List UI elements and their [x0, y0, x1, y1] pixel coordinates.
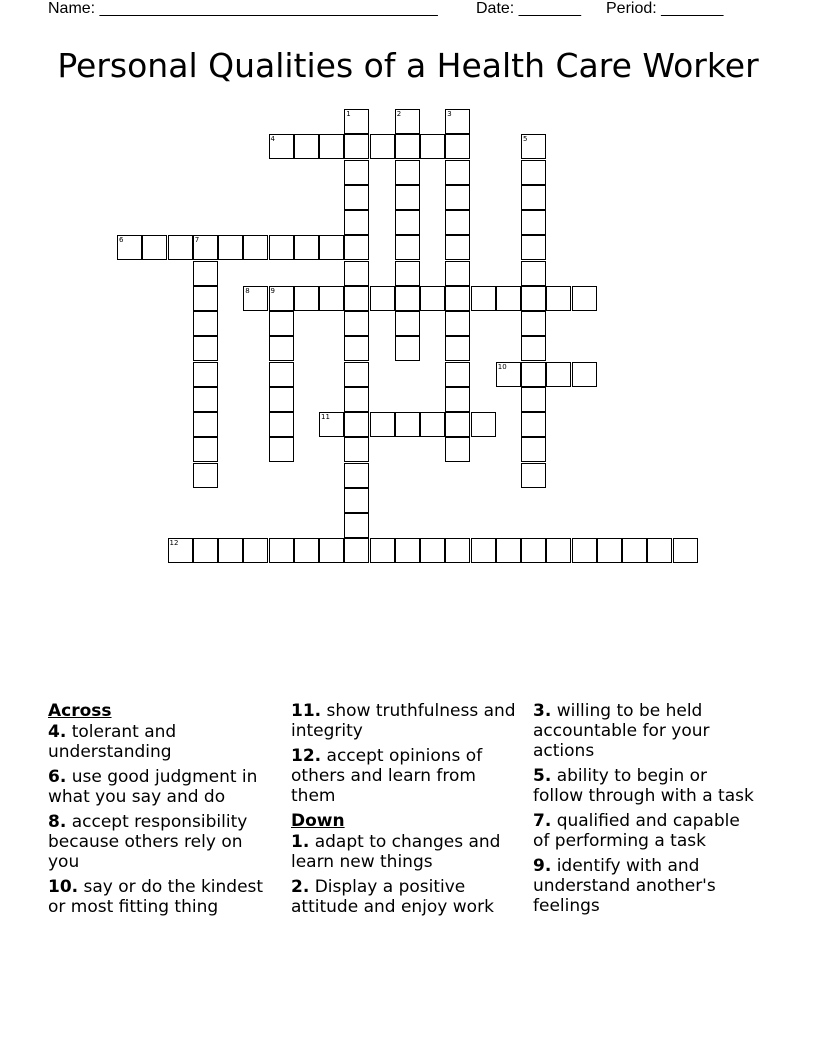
grid-cell[interactable] — [344, 387, 369, 412]
grid-cell[interactable] — [269, 538, 294, 563]
clue-text: adapt to changes and learn new things — [291, 832, 501, 872]
grid-cell[interactable] — [395, 261, 420, 286]
grid-cell[interactable] — [521, 185, 546, 210]
grid-cell[interactable] — [445, 538, 470, 563]
grid-cell[interactable] — [445, 311, 470, 336]
grid-cell[interactable] — [521, 235, 546, 260]
grid-cell[interactable] — [319, 538, 344, 563]
clue-text: Display a positive attitude and enjoy work — [291, 877, 494, 917]
grid-cell[interactable] — [445, 437, 470, 462]
grid-cell[interactable] — [344, 488, 369, 513]
clue-down-5 — [533, 766, 758, 806]
grid-cell[interactable] — [193, 463, 218, 488]
cell-number: 8 — [245, 286, 250, 295]
grid-cell[interactable] — [445, 160, 470, 185]
clue-text: qualified and capable of performing a task — [533, 811, 740, 851]
grid-cell[interactable] — [193, 538, 218, 563]
grid-cell[interactable] — [344, 160, 369, 185]
grid-cell[interactable] — [218, 538, 243, 563]
grid-cell[interactable] — [294, 538, 319, 563]
grid-cell[interactable] — [395, 235, 420, 260]
grid-cell[interactable] — [546, 286, 571, 311]
clue-text: ability to begin or follow through with a task — [533, 766, 754, 806]
grid-cell[interactable] — [546, 538, 571, 563]
grid-cell[interactable] — [344, 261, 369, 286]
grid-cell[interactable] — [193, 235, 218, 260]
clue-number: 1. — [291, 832, 310, 852]
grid-cell[interactable] — [445, 210, 470, 235]
grid-cell[interactable] — [370, 538, 395, 563]
grid-cell[interactable] — [395, 134, 420, 159]
across-heading: Across — [48, 701, 112, 721]
grid-cell[interactable] — [344, 134, 369, 159]
grid-cell[interactable] — [496, 362, 521, 387]
cell-number: 4 — [270, 135, 275, 144]
grid-cell[interactable] — [344, 109, 369, 134]
grid-cell[interactable] — [344, 336, 369, 361]
grid-cell[interactable] — [471, 286, 496, 311]
grid-cell[interactable] — [395, 160, 420, 185]
grid-cell[interactable] — [395, 286, 420, 311]
cell-number: 1 — [346, 110, 351, 118]
grid-cell[interactable] — [471, 412, 496, 437]
clue-number: 9. — [533, 856, 552, 876]
grid-cell[interactable] — [395, 185, 420, 210]
clue-column-2 — [291, 701, 516, 922]
grid-cell[interactable] — [521, 387, 546, 412]
grid-cell[interactable] — [319, 286, 344, 311]
clue-across-8 — [48, 812, 273, 872]
grid-cell[interactable] — [193, 261, 218, 286]
grid-cell[interactable] — [294, 286, 319, 311]
grid-cell[interactable] — [521, 210, 546, 235]
clue-down-1 — [291, 832, 516, 872]
grid-cell[interactable] — [243, 286, 268, 311]
grid-cell[interactable] — [344, 412, 369, 437]
clue-number: 12. — [291, 746, 322, 766]
clue-number: 3. — [533, 701, 552, 721]
grid-cell[interactable] — [622, 538, 647, 563]
cell-number: 2 — [396, 110, 402, 118]
grid-cell[interactable] — [445, 185, 470, 210]
cell-number: 6 — [119, 236, 124, 245]
grid-cell[interactable] — [294, 134, 319, 159]
clue-text: accept opinions of others and learn from them — [291, 746, 483, 806]
period-field-label[interactable]: Period: _______ — [606, 0, 724, 17]
grid-cell[interactable] — [117, 235, 142, 260]
clue-number: 7. — [533, 811, 552, 831]
grid-cell[interactable] — [319, 412, 344, 437]
clue-number: 5. — [533, 766, 552, 786]
grid-cell[interactable] — [395, 412, 420, 437]
grid-cell[interactable] — [168, 538, 193, 563]
grid-cell[interactable] — [269, 286, 294, 311]
grid-cell[interactable] — [269, 412, 294, 437]
clue-down-3 — [533, 701, 758, 761]
grid-cell[interactable] — [395, 109, 420, 134]
grid-cell[interactable] — [572, 286, 597, 311]
grid-cell[interactable] — [193, 286, 218, 311]
grid-cell[interactable] — [445, 412, 470, 437]
grid-cell[interactable] — [521, 286, 546, 311]
grid-cell[interactable] — [370, 412, 395, 437]
grid-cell[interactable] — [445, 261, 470, 286]
clue-across-12 — [291, 746, 516, 806]
grid-cell[interactable] — [319, 235, 344, 260]
grid-cell[interactable] — [572, 538, 597, 563]
grid-cell[interactable] — [395, 336, 420, 361]
grid-cell[interactable] — [193, 412, 218, 437]
grid-cell[interactable] — [445, 362, 470, 387]
cell-number: 3 — [447, 110, 452, 118]
grid-cell[interactable] — [420, 412, 445, 437]
grid-cell[interactable] — [445, 134, 470, 159]
grid-cell[interactable] — [395, 311, 420, 336]
clue-text: willing to be held accountable for your actions — [533, 701, 710, 761]
grid-cell[interactable] — [546, 362, 571, 387]
grid-cell[interactable] — [319, 134, 344, 159]
clue-down-9 — [533, 856, 758, 916]
grid-cell[interactable] — [521, 463, 546, 488]
grid-cell[interactable] — [269, 437, 294, 462]
grid-cell[interactable] — [243, 538, 268, 563]
grid-cell[interactable] — [269, 336, 294, 361]
clue-number: 11. — [291, 701, 322, 721]
grid-cell[interactable] — [521, 437, 546, 462]
grid-cell[interactable] — [344, 362, 369, 387]
grid-cell[interactable] — [420, 286, 445, 311]
grid-cell[interactable] — [294, 235, 319, 260]
grid-cell[interactable] — [647, 538, 672, 563]
grid-cell[interactable] — [269, 235, 294, 260]
clue-number: 4. — [48, 722, 67, 742]
cell-number: 10 — [497, 362, 507, 371]
grid-cell[interactable] — [344, 513, 369, 538]
grid-cell[interactable] — [168, 235, 193, 260]
grid-cell[interactable] — [521, 538, 546, 563]
grid-cell[interactable] — [445, 286, 470, 311]
grid-cell[interactable] — [445, 109, 470, 134]
cell-number: 12 — [169, 539, 179, 548]
grid-cell[interactable] — [445, 387, 470, 412]
grid-cell[interactable] — [193, 311, 218, 336]
grid-cell[interactable] — [193, 362, 218, 387]
grid-cell[interactable] — [521, 160, 546, 185]
clue-down-2 — [291, 877, 516, 917]
grid-cell[interactable] — [471, 538, 496, 563]
grid-cell[interactable] — [344, 185, 369, 210]
grid-cell[interactable] — [420, 134, 445, 159]
grid-cell[interactable] — [218, 235, 243, 260]
grid-cell[interactable] — [344, 437, 369, 462]
cell-number: 5 — [523, 135, 528, 144]
clue-number: 2. — [291, 877, 310, 897]
grid-cell[interactable] — [370, 134, 395, 159]
clue-number: 6. — [48, 767, 67, 787]
grid-cell[interactable] — [193, 336, 218, 361]
grid-cell[interactable] — [521, 412, 546, 437]
grid-cell[interactable] — [496, 286, 521, 311]
grid-cell[interactable] — [521, 362, 546, 387]
clue-across-11 — [291, 701, 516, 741]
grid-cell[interactable] — [344, 538, 369, 563]
grid-cell[interactable] — [572, 362, 597, 387]
clue-text: tolerant and understanding — [48, 722, 177, 762]
grid-cell[interactable] — [445, 235, 470, 260]
name-field-label[interactable]: Name: ______________________________________ — [48, 0, 438, 17]
grid-cell[interactable] — [269, 362, 294, 387]
clue-across-10 — [48, 877, 273, 917]
grid-cell[interactable] — [344, 210, 369, 235]
grid-cell[interactable] — [673, 538, 698, 563]
grid-cell[interactable] — [445, 336, 470, 361]
clue-number: 8. — [48, 812, 67, 832]
grid-cell[interactable] — [142, 235, 167, 260]
grid-cell[interactable] — [521, 336, 546, 361]
grid-cell[interactable] — [521, 134, 546, 159]
clue-text: accept responsibility because others rely on you — [48, 812, 248, 872]
clue-text: say or do the kindest or most fitting thing — [48, 877, 264, 917]
grid-cell[interactable] — [496, 538, 521, 563]
clue-column-1 — [48, 701, 273, 922]
cell-number: 7 — [194, 236, 200, 245]
grid-cell[interactable] — [521, 261, 546, 286]
clue-text: use good judgment in what you say and do — [48, 767, 258, 807]
grid-cell[interactable] — [344, 311, 369, 336]
date-field-label[interactable]: Date: _______ — [476, 0, 581, 17]
grid-cell[interactable] — [395, 538, 420, 563]
clue-number: 10. — [48, 877, 79, 897]
page-title: Personal Qualities of a Health Care Worker — [57, 46, 759, 85]
clue-across-4 — [48, 722, 273, 762]
grid-cell[interactable] — [344, 235, 369, 260]
grid-cell[interactable] — [521, 311, 546, 336]
grid-cell[interactable] — [395, 210, 420, 235]
grid-cell[interactable] — [420, 538, 445, 563]
clue-down-7 — [533, 811, 758, 851]
clue-text: show truthfulness and integrity — [291, 701, 516, 741]
grid-cell[interactable] — [193, 437, 218, 462]
grid-cell[interactable] — [269, 134, 294, 159]
clue-text: identify with and understand another's feelings — [533, 856, 716, 916]
cell-number: 11 — [321, 413, 330, 421]
clue-column-3 — [533, 701, 758, 921]
clue-across-6 — [48, 767, 273, 807]
grid-cell[interactable] — [243, 235, 268, 260]
grid-cell[interactable] — [597, 538, 622, 563]
grid-cell[interactable] — [344, 463, 369, 488]
down-heading: Down — [291, 811, 345, 831]
grid-cell[interactable] — [269, 387, 294, 412]
grid-cell[interactable] — [193, 387, 218, 412]
grid-cell[interactable] — [370, 286, 395, 311]
grid-cell[interactable] — [344, 286, 369, 311]
cell-number: 9 — [270, 286, 275, 295]
grid-cell[interactable] — [269, 311, 294, 336]
